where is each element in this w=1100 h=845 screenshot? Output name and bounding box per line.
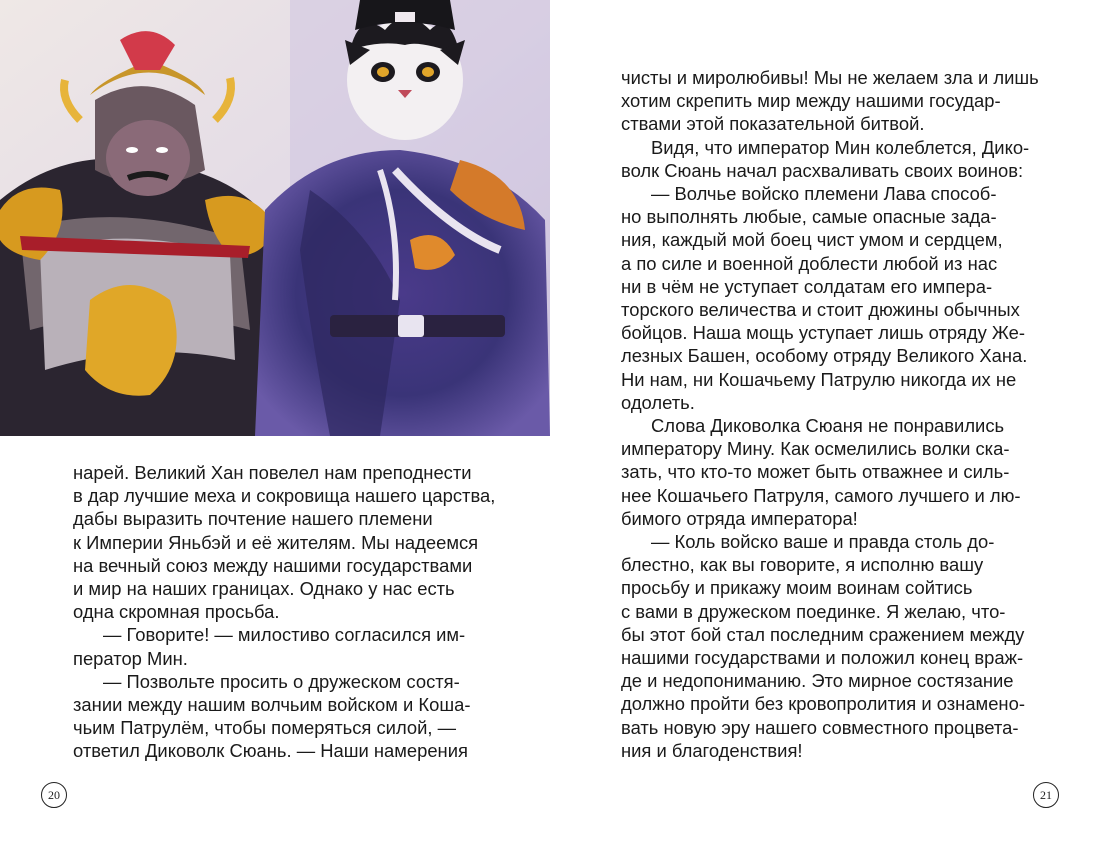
text-line: одна скромная просьба. [73, 601, 280, 623]
text-line: чисты и миролюбивы! Мы не желаем зла и лишь [621, 67, 1039, 88]
left-page-body-text [73, 461, 496, 763]
text-line: — Позвольте просить о дружеском состя- [103, 670, 460, 692]
text-line: нарей. Великий Хан повелел нам преподнести [73, 462, 472, 483]
text-line: лезных Башен, особому отряду Великого Хана. [621, 345, 1028, 367]
text-line: чьим Патрулём, чтобы померяться силой, — [73, 717, 456, 739]
text-line: Ни нам, ни Кошачьему Патрулю никогда их не [621, 368, 1017, 390]
text-line: и мир на наших границах. Однако у нас есть [73, 578, 455, 600]
text-line: просьбу и прикажу моим воинам сойтись [621, 577, 973, 599]
text-line: но выполнять любые, самые опасные зада- [621, 206, 997, 228]
text-line: — Говорите! — милостиво согласился им- [103, 624, 466, 646]
text-line: ния, каждый мой боец чист умом и сердцем, [621, 229, 1003, 251]
text-line: — Коль войско ваше и правда столь до- [651, 531, 995, 553]
text-line: нее Кошачьего Патруля, самого лучшего и лю- [621, 484, 1021, 506]
text-line: с вами в дружеском поединке. Я желаю, что- [621, 600, 1006, 622]
right-page-body-text [621, 66, 1039, 762]
illustration-armored-warrior-and-cat-officer [0, 0, 550, 436]
text-line: императору Мину. Как осмелились волки ска- [621, 438, 1010, 460]
text-line: в дар лучшие меха и сокровища нашего царства, [73, 485, 496, 507]
text-line: — Волчье войско племени Лава способ- [651, 183, 997, 205]
text-line: зать, что кто-то может быть отважнее и силь- [621, 461, 1010, 483]
text-line: дабы выразить почтение нашего племени [73, 508, 433, 530]
text-line: блестно, как вы говорите, я исполню вашу [621, 554, 984, 576]
text-line: нашими государствами и положил конец враж- [621, 647, 1024, 669]
text-line: Слова Диковолка Сюаня не понравились [651, 415, 1005, 437]
text-line: Видя, что император Мин колеблется, Дико- [651, 136, 1030, 158]
text-line: де и недопониманию. Это мирное состязание [621, 670, 1014, 692]
text-line: одолеть. [621, 391, 695, 413]
text-line: ответил Диковолк Сюань. — Наши намерения [73, 740, 468, 762]
page-number: 20 [41, 782, 67, 808]
text-line: торского величества и стоит дюжины обычных [621, 299, 1020, 321]
text-line: должно пройти без кровопролития и ознамено- [621, 693, 1025, 715]
page-number: 21 [1033, 782, 1059, 808]
text-line: ператор Мин. [73, 647, 188, 669]
text-line: бимого отряда императора! [621, 507, 858, 529]
text-line: зании между нашим волчьим войском и Коша- [73, 694, 471, 716]
text-line: бойцов. Наша мощь уступает лишь отряду Же- [621, 322, 1026, 344]
text-line: ствами этой показательной битвой. [621, 113, 925, 135]
text-line: на вечный союз между нашими государствами [73, 554, 473, 576]
text-line: ни в чём не уступает солдатам его импера- [621, 275, 993, 297]
text-line: волк Сюань начал расхваливать своих воинов: [621, 159, 1024, 181]
text-line: к Империи Яньбэй и её жителям. Мы надеемся [73, 531, 479, 553]
right-page [550, 0, 1100, 845]
text-line: бы этот бой стал последним сражением между [621, 623, 1025, 645]
text-line: вать новую эру нашего совместного процвета- [621, 716, 1019, 738]
text-line: ния и благоденствия! [621, 739, 803, 761]
text-line: а по силе и военной доблести любой из нас [621, 252, 998, 274]
text-line: хотим скрепить мир между нашими государ- [621, 90, 1001, 112]
